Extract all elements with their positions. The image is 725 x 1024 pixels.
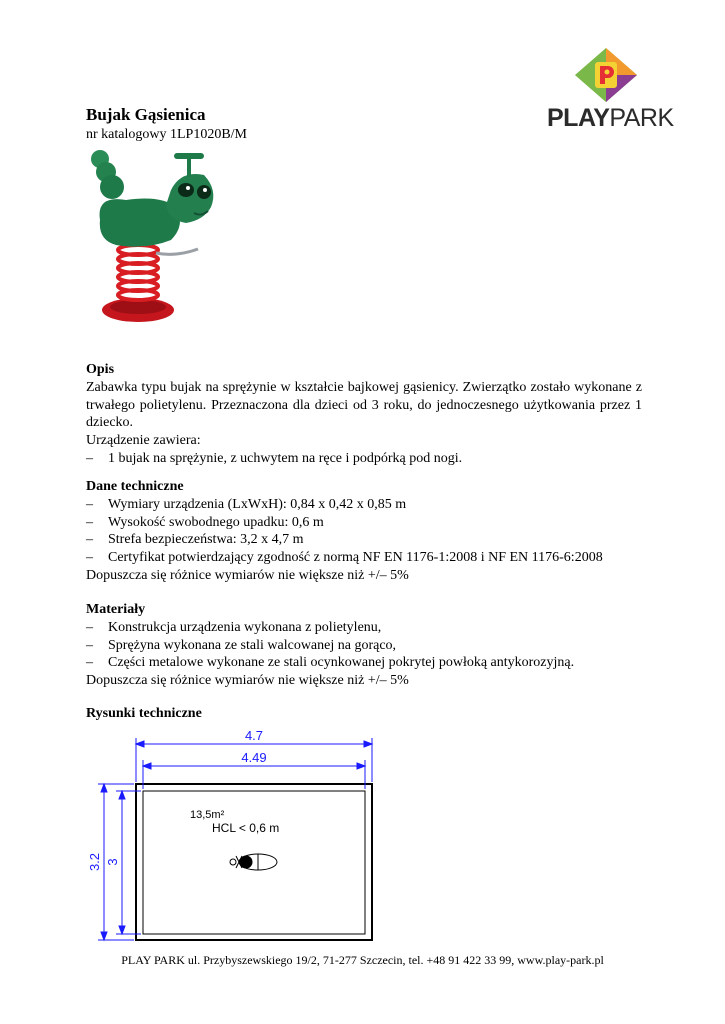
section-heading: Materiały [86,602,146,617]
tolerance-note: Dopuszcza się różnice wymiarów nie większe niż +/– 5% [86,567,409,583]
list-item: – Wymiary urządzenia (LxWxH): 0,84 x 0,42 x 0,85 m [86,496,642,514]
contains-label: Urządzenie zawiera: [86,433,201,449]
dim-outer-height: 3.2 [87,852,102,872]
area-label: 13,5m² [190,809,225,821]
list-item: – Strefa bezpieczeństwa: 3,2 x 4,7 m [86,531,642,549]
list-item: – Konstrukcja urządzenia wykonana z polietylenu, [86,619,642,637]
hcl-label: HCL < 0,6 m [212,821,280,835]
logo-wordmark: PLAYPARK [547,104,674,132]
section-materialy [86,601,642,690]
list-item: – Certyfikat potwierdzający zgodność z normą NF EN 1176-1:2008 i NF EN 1176-6:2008 [86,549,642,567]
footer-address: PLAY PARK ul. Przybyszewskiego 19/2, 71-277 Szczecin, tel. +48 91 422 33 99, www.play-park.pl [121,953,604,967]
logo-diamond-icon [575,48,637,103]
list-item: – Części metalowe wykonane ze stali ocynkowanej pokrytej powłoką antykorozyjną. [86,654,642,672]
caterpillar-spring-rider-icon [86,145,226,335]
list-item: – Wysokość swobodnego upadku: 0,6 m [86,514,642,532]
dim-inner-height: 3 [105,858,120,866]
dim-outer-width: 4.7 [244,728,264,743]
dim-inner-width: 4.49 [241,750,267,765]
section-rysunki-techniczne [86,705,642,723]
list-item: – 1 bujak na sprężynie, z uchwytem na ręce i podpórką pod nogi. [86,450,642,468]
product-image [86,145,226,335]
playpark-logo [545,48,675,138]
description-paragraph: Zabawka typu bujak na sprężynie w kształcie bajkowej gąsienicy. Zwierzątko zostało wykonane z trwałego polietylenu. Przeznaczona dla dzieci od 3 roku, do jednoczesnego użytkowania przez 1 dziecko. [86,379,642,431]
technical-drawing [86,722,386,952]
section-heading: Dane techniczne [86,479,184,494]
section-dane-techniczne [86,478,642,585]
section-heading: Opis [86,362,115,377]
tolerance-note: Dopuszcza się różnice wymiarów nie większe niż +/– 5% [86,673,409,689]
section-heading: Rysunki techniczne [86,706,202,721]
catalog-number: nr katalogowy 1LP1020B/M [86,127,247,142]
list-item: – Sprężyna wykonana ze stali walcowanej na gorąco, [86,637,642,655]
rider-plan-icon [230,854,277,870]
product-title: Bujak Gąsienica [86,105,206,124]
section-opis [86,361,642,468]
safety-zone-outer [136,784,372,940]
safety-zone-inner [143,791,365,934]
